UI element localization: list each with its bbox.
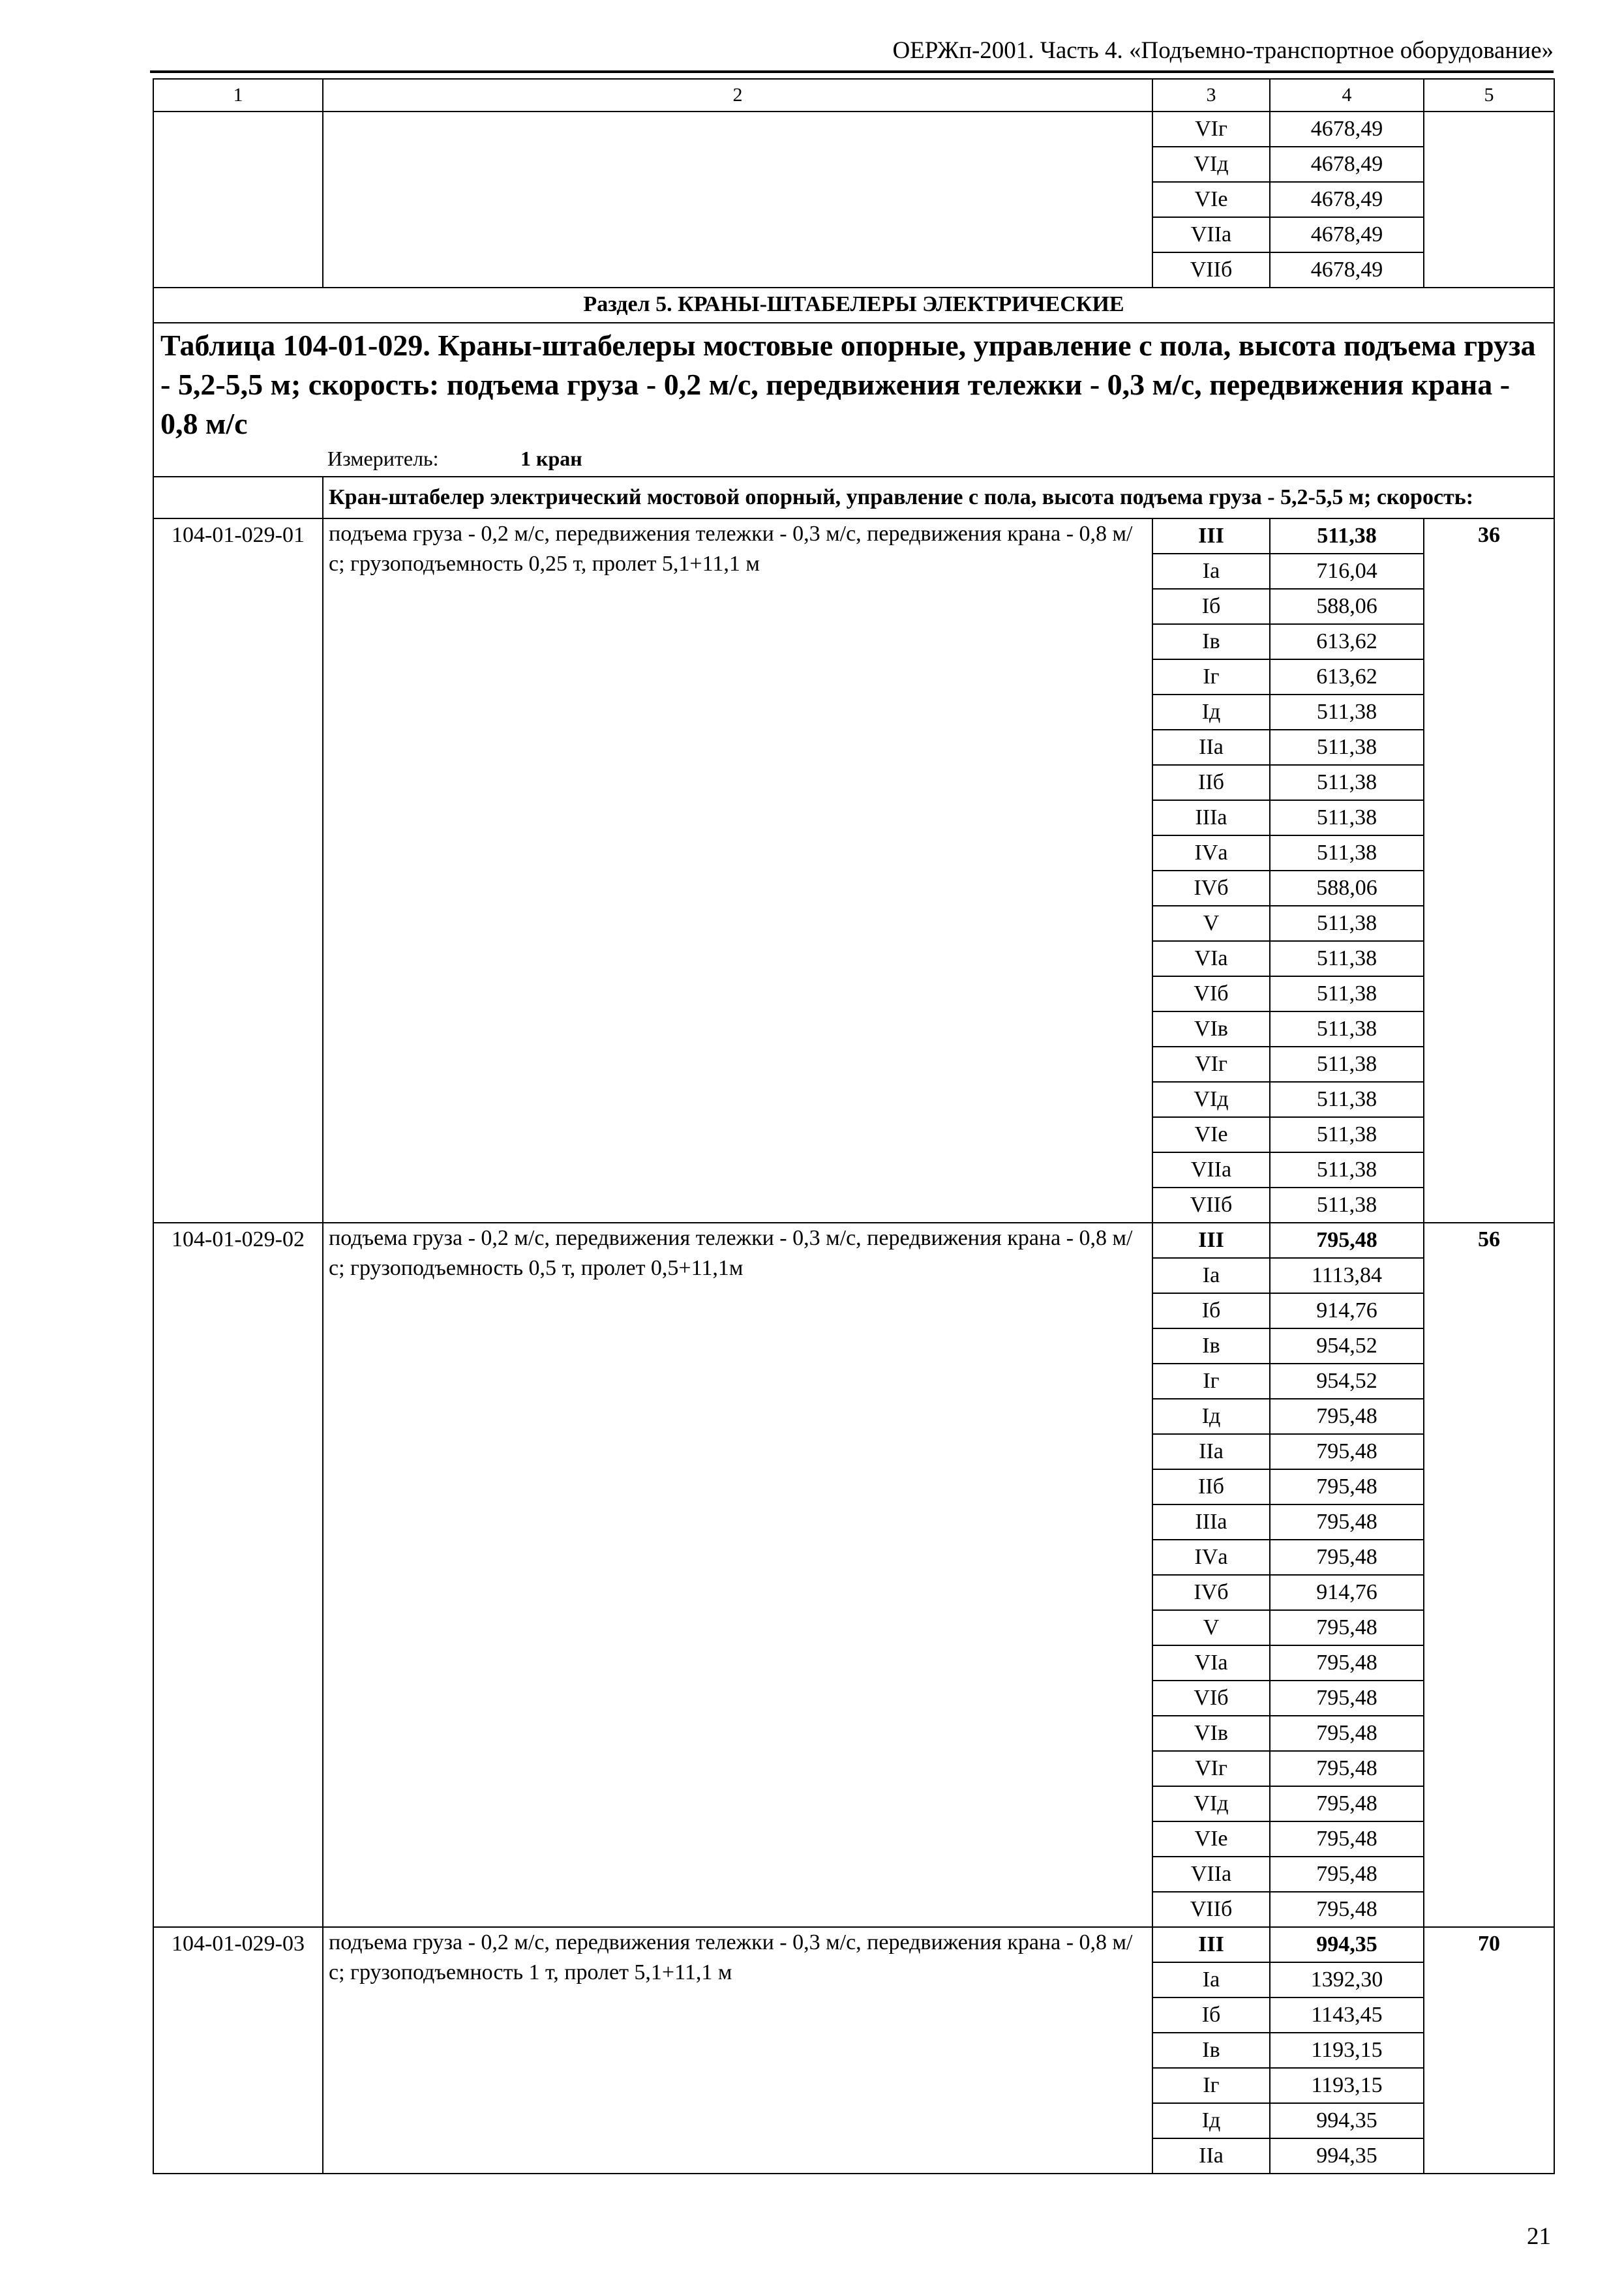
zone-cell: III (1152, 1927, 1270, 1962)
column-number: 5 (1424, 79, 1554, 112)
zone-cell: Iд (1152, 1399, 1270, 1434)
price-cell: 1193,15 (1270, 2068, 1424, 2103)
meter-label: Измеритель: (327, 447, 439, 470)
table-title-row (153, 323, 1554, 477)
description-cell (323, 112, 1152, 288)
zone-cell: IVа (1152, 835, 1270, 871)
price-cell: 511,38 (1270, 800, 1424, 835)
zone-cell: Iб (1152, 1293, 1270, 1328)
zone-cell: VIг (1152, 1047, 1270, 1082)
zone-cell: VIа (1152, 1645, 1270, 1681)
section-row (153, 288, 1554, 323)
price-cell: 4678,49 (1270, 217, 1424, 252)
price-cell: 795,48 (1270, 1645, 1424, 1681)
price-cell: 511,38 (1270, 941, 1424, 976)
item-norm: 56 (1424, 1223, 1554, 1927)
column-number: 1 (153, 79, 323, 112)
item-norm: 36 (1424, 518, 1554, 1223)
item-code: 104-01-029-02 (153, 1223, 323, 1927)
column-number-row (153, 79, 1554, 112)
price-cell: 511,38 (1270, 906, 1424, 941)
price-cell: 795,48 (1270, 1469, 1424, 1504)
price-cell: 795,48 (1270, 1610, 1424, 1645)
price-cell: 511,38 (1270, 835, 1424, 871)
price-cell: 795,48 (1270, 1399, 1424, 1434)
item-code: 104-01-029-01 (153, 518, 323, 1223)
price-cell: 4678,49 (1270, 182, 1424, 217)
price-cell: 511,38 (1270, 1011, 1424, 1047)
zone-cell: VIIа (1152, 217, 1270, 252)
price-cell: 511,38 (1270, 1117, 1424, 1152)
column-number: 2 (323, 79, 1152, 112)
item-description: подъема груза - 0,2 м/с, передвижения тележки - 0,3 м/с, передвижения крана - 0,8 м/с; грузоподъемность 0,5 т, пролет 0,5+11,1м (323, 1223, 1152, 1927)
price-cell: 511,38 (1270, 518, 1424, 554)
zone-cell: Iб (1152, 589, 1270, 624)
zone-cell: Iа (1152, 554, 1270, 589)
meter-row (160, 443, 1548, 473)
zone-cell: Iв (1152, 1328, 1270, 1364)
zone-cell: Iа (1152, 1962, 1270, 1997)
running-header: ОЕРЖп-2001. Часть 4. «Подъемно-транспортное оборудование» (892, 37, 1554, 64)
zone-cell: IIIа (1152, 800, 1270, 835)
price-cell: 511,38 (1270, 1047, 1424, 1082)
zone-cell: IIб (1152, 1469, 1270, 1504)
price-cell: 511,38 (1270, 976, 1424, 1011)
price-table-body (153, 79, 1554, 2174)
price-cell: 795,48 (1270, 1751, 1424, 1786)
page-number: 21 (1527, 2223, 1551, 2250)
price-cell: 1113,84 (1270, 1258, 1424, 1293)
price-cell: 613,62 (1270, 659, 1424, 695)
price-cell: 994,35 (1270, 1927, 1424, 1962)
zone-cell: IIа (1152, 1434, 1270, 1469)
zone-cell: VIIб (1152, 252, 1270, 288)
zone-cell: VIд (1152, 1082, 1270, 1117)
table-row (153, 1223, 1554, 1258)
zone-cell: V (1152, 1610, 1270, 1645)
zone-cell: IIа (1152, 2138, 1270, 2174)
zone-cell: Iг (1152, 1364, 1270, 1399)
meter-value: 1 кран (520, 447, 582, 470)
section-title: Раздел 5. КРАНЫ-ШТАБЕЛЕРЫ ЭЛЕКТРИЧЕСКИЕ (153, 288, 1554, 323)
price-cell: 795,48 (1270, 1892, 1424, 1927)
price-cell: 994,35 (1270, 2103, 1424, 2138)
zone-cell: VIг (1152, 112, 1270, 147)
price-cell: 1193,15 (1270, 2033, 1424, 2068)
item-description: подъема груза - 0,2 м/с, передвижения тележки - 0,3 м/с, передвижения крана - 0,8 м/с; грузоподъемность 1 т, пролет 5,1+11,1 м (323, 1927, 1152, 2174)
item-norm: 70 (1424, 1927, 1554, 2174)
price-cell: 4678,49 (1270, 147, 1424, 182)
zone-cell: VIб (1152, 976, 1270, 1011)
price-cell: 795,48 (1270, 1434, 1424, 1469)
table-row (153, 1927, 1554, 1962)
zone-cell: VIд (1152, 147, 1270, 182)
zone-cell: Iд (1152, 695, 1270, 730)
price-cell: 588,06 (1270, 871, 1424, 906)
zone-cell: IIа (1152, 730, 1270, 765)
zone-cell: III (1152, 1223, 1270, 1258)
price-cell: 795,48 (1270, 1821, 1424, 1857)
price-cell: 795,48 (1270, 1716, 1424, 1751)
continuation-row (153, 112, 1554, 147)
column-number: 3 (1152, 79, 1270, 112)
table-title-cell (153, 323, 1554, 477)
zone-cell: IVа (1152, 1540, 1270, 1575)
zone-cell: V (1152, 906, 1270, 941)
price-cell: 954,52 (1270, 1328, 1424, 1364)
zone-cell: VIе (1152, 1117, 1270, 1152)
header-rule (150, 70, 1554, 73)
zone-cell: VIв (1152, 1716, 1270, 1751)
zone-cell: VIе (1152, 182, 1270, 217)
price-cell: 914,76 (1270, 1293, 1424, 1328)
zone-cell: VIIа (1152, 1857, 1270, 1892)
price-cell: 613,62 (1270, 624, 1424, 659)
price-cell: 914,76 (1270, 1575, 1424, 1610)
zone-cell: IVб (1152, 1575, 1270, 1610)
zone-cell: Iа (1152, 1258, 1270, 1293)
zone-cell: VIг (1152, 1751, 1270, 1786)
zone-cell: VIе (1152, 1821, 1270, 1857)
code-cell (153, 477, 323, 518)
price-cell: 795,48 (1270, 1681, 1424, 1716)
zone-cell: VIа (1152, 941, 1270, 976)
zone-cell: III (1152, 518, 1270, 554)
item-code: 104-01-029-03 (153, 1927, 323, 2174)
price-cell: 511,38 (1270, 730, 1424, 765)
group-description-row (153, 477, 1554, 518)
group-description: Кран-штабелер электрический мостовой опорный, управление с пола, высота подъема груза - 5,2-5,5 м; скорость: (323, 477, 1554, 518)
price-cell: 511,38 (1270, 1082, 1424, 1117)
price-cell: 511,38 (1270, 765, 1424, 800)
price-cell: 795,48 (1270, 1786, 1424, 1821)
item-description: подъема груза - 0,2 м/с, передвижения тележки - 0,3 м/с, передвижения крана - 0,8 м/с; грузоподъемность 0,25 т, пролет 5,1+11,1 м (323, 518, 1152, 1223)
price-cell: 4678,49 (1270, 252, 1424, 288)
zone-cell: VIд (1152, 1786, 1270, 1821)
price-cell: 1143,45 (1270, 1997, 1424, 2033)
price-cell: 1392,30 (1270, 1962, 1424, 1997)
zone-cell: IVб (1152, 871, 1270, 906)
zone-cell: Iв (1152, 624, 1270, 659)
price-cell: 795,48 (1270, 1223, 1424, 1258)
norm-cell (1424, 112, 1554, 288)
price-cell: 511,38 (1270, 695, 1424, 730)
price-cell: 511,38 (1270, 1152, 1424, 1188)
price-cell: 4678,49 (1270, 112, 1424, 147)
price-cell: 795,48 (1270, 1540, 1424, 1575)
zone-cell: VIIб (1152, 1188, 1270, 1223)
zone-cell: IIб (1152, 765, 1270, 800)
zone-cell: VIIб (1152, 1892, 1270, 1927)
zone-cell: VIв (1152, 1011, 1270, 1047)
price-cell: 994,35 (1270, 2138, 1424, 2174)
price-cell: 511,38 (1270, 1188, 1424, 1223)
zone-cell: IIIа (1152, 1504, 1270, 1540)
zone-cell: Iб (1152, 1997, 1270, 2033)
price-cell: 954,52 (1270, 1364, 1424, 1399)
zone-cell: Iг (1152, 659, 1270, 695)
zone-cell: VIIа (1152, 1152, 1270, 1188)
table-row (153, 518, 1554, 554)
column-number: 4 (1270, 79, 1424, 112)
price-table (153, 78, 1555, 2174)
zone-cell: Iв (1152, 2033, 1270, 2068)
price-cell: 588,06 (1270, 589, 1424, 624)
price-cell: 795,48 (1270, 1504, 1424, 1540)
code-cell (153, 112, 323, 288)
price-cell: 716,04 (1270, 554, 1424, 589)
table-title: Таблица 104-01-029. Краны-штабелеры мостовые опорные, управление с пола, высота подъема груза - 5,2-5,5 м; скорость: подъема груза - 0,2 м/с, передвижения тележки - 0,3 м/с, передвижения крана - 0,8 м/с (160, 329, 1536, 440)
price-cell: 795,48 (1270, 1857, 1424, 1892)
zone-cell: Iг (1152, 2068, 1270, 2103)
zone-cell: Iд (1152, 2103, 1270, 2138)
zone-cell: VIб (1152, 1681, 1270, 1716)
